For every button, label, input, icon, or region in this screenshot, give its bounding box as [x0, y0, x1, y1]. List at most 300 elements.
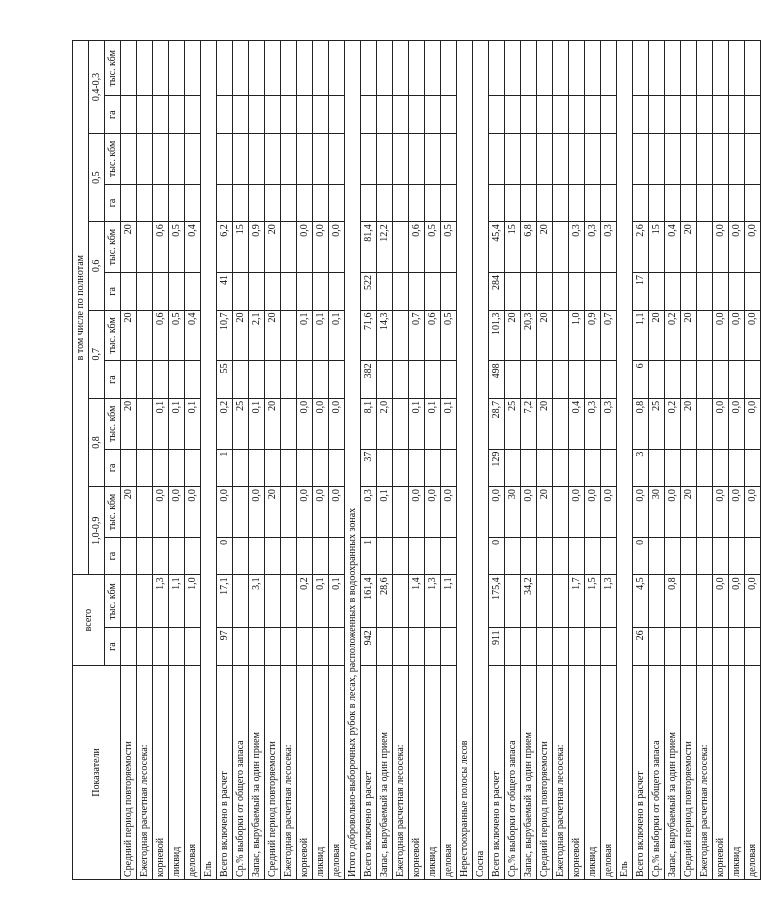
volume-cell — [665, 133, 681, 184]
row-label: корневой — [153, 665, 169, 879]
volume-cell — [537, 133, 553, 184]
area-cell — [697, 537, 713, 575]
area-cell — [153, 184, 169, 222]
volume-cell: 0,0 — [665, 487, 681, 538]
area-cell — [505, 361, 521, 399]
volume-cell: 17,1 — [217, 575, 233, 628]
table-row — [153, 41, 169, 880]
volume-cell: 20 — [265, 222, 281, 273]
area-cell — [137, 449, 153, 487]
area-cell — [329, 96, 345, 134]
volume-cell — [585, 133, 601, 184]
volume-cell: 0,5 — [169, 222, 185, 273]
area-cell — [697, 628, 713, 666]
row-label: Ежегодная расчетная лесосека: — [553, 665, 569, 879]
area-cell: 129 — [489, 449, 505, 487]
area-cell — [297, 537, 313, 575]
volume-cell: 0,7 — [409, 310, 425, 361]
area-cell — [697, 273, 713, 311]
volume-cell: 0,0 — [169, 487, 185, 538]
volume-cell: 20 — [537, 398, 553, 449]
volume-cell — [297, 41, 313, 96]
area-cell — [521, 184, 537, 222]
volume-cell: 20,3 — [521, 310, 537, 361]
section-title: Итого добровольно-выборочных рубок в лесах, расположенных в водоохранных зонах — [345, 41, 361, 880]
volume-cell: 20 — [233, 310, 249, 361]
area-cell — [425, 449, 441, 487]
row-label: деловая — [601, 665, 617, 879]
area-cell: 1 — [361, 537, 377, 575]
volume-cell — [745, 133, 761, 184]
area-cell — [249, 449, 265, 487]
table-row — [537, 41, 553, 880]
volume-cell — [569, 41, 585, 96]
header-vol: тыс. кбм — [105, 41, 121, 96]
area-cell — [569, 96, 585, 134]
table-row — [393, 41, 409, 880]
volume-cell — [137, 398, 153, 449]
volume-cell: 0,0 — [441, 487, 457, 538]
volume-cell: 1,5 — [585, 575, 601, 628]
volume-cell — [681, 41, 697, 96]
area-cell — [409, 361, 425, 399]
volume-cell: 0,2 — [217, 398, 233, 449]
area-cell — [249, 184, 265, 222]
area-cell — [185, 537, 201, 575]
volume-cell — [185, 41, 201, 96]
area-cell — [313, 96, 329, 134]
volume-cell — [377, 41, 393, 96]
header-ha: га — [105, 96, 121, 134]
volume-cell — [393, 41, 409, 96]
volume-cell — [393, 575, 409, 628]
area-cell — [681, 184, 697, 222]
volume-cell: 3,1 — [249, 575, 265, 628]
volume-cell: 0,0 — [601, 487, 617, 538]
area-cell — [505, 449, 521, 487]
area-cell — [169, 628, 185, 666]
volume-cell — [569, 133, 585, 184]
area-cell — [281, 96, 297, 134]
volume-cell: 0,0 — [745, 310, 761, 361]
area-cell — [441, 184, 457, 222]
volume-cell: 0,0 — [729, 398, 745, 449]
area-cell — [425, 628, 441, 666]
volume-cell — [521, 41, 537, 96]
area-cell — [265, 449, 281, 487]
area-cell — [729, 273, 745, 311]
area-cell — [425, 96, 441, 134]
volume-cell — [265, 41, 281, 96]
table-row — [137, 41, 153, 880]
volume-cell: 20 — [505, 310, 521, 361]
area-cell: 498 — [489, 361, 505, 399]
volume-cell: 15 — [233, 222, 249, 273]
volume-cell — [409, 41, 425, 96]
area-cell — [649, 273, 665, 311]
row-label: Всего включено в расчет — [217, 665, 233, 879]
area-cell — [409, 96, 425, 134]
volume-cell — [489, 41, 505, 96]
section-row — [457, 41, 473, 880]
area-cell — [217, 96, 233, 134]
volume-cell: 0,0 — [729, 575, 745, 628]
volume-cell: 0,5 — [441, 310, 457, 361]
area-cell — [313, 537, 329, 575]
area-cell — [265, 273, 281, 311]
area-cell — [393, 96, 409, 134]
area-cell — [137, 96, 153, 134]
volume-cell — [729, 41, 745, 96]
area-cell — [745, 96, 761, 134]
volume-cell: 0,1 — [169, 398, 185, 449]
volume-cell — [713, 41, 729, 96]
header-ha: га — [105, 449, 121, 487]
area-cell — [329, 449, 345, 487]
table-row — [601, 41, 617, 880]
volume-cell: 0,0 — [713, 487, 729, 538]
volume-cell — [249, 41, 265, 96]
volume-cell: 20 — [681, 310, 697, 361]
volume-cell: 1,7 — [569, 575, 585, 628]
area-cell — [569, 449, 585, 487]
volume-cell: 0,0 — [329, 222, 345, 273]
area-cell — [745, 273, 761, 311]
volume-cell — [313, 133, 329, 184]
volume-cell: 0,0 — [409, 487, 425, 538]
area-cell: 942 — [361, 628, 377, 666]
volume-cell: 0,4 — [569, 398, 585, 449]
area-cell: 26 — [633, 628, 649, 666]
row-label: ликвид — [585, 665, 601, 879]
area-cell — [681, 628, 697, 666]
volume-cell — [361, 41, 377, 96]
area-cell — [329, 628, 345, 666]
volume-cell — [537, 41, 553, 96]
area-cell — [153, 537, 169, 575]
volume-cell — [505, 133, 521, 184]
area-cell — [185, 449, 201, 487]
volume-cell: 20 — [265, 487, 281, 538]
area-cell — [745, 184, 761, 222]
area-cell — [745, 449, 761, 487]
volume-cell — [169, 41, 185, 96]
row-label: корневой — [409, 665, 425, 879]
volume-cell — [681, 133, 697, 184]
row-label: Ежегодная расчетная лесосека: — [697, 665, 713, 879]
volume-cell: 0,9 — [585, 310, 601, 361]
header-density: 0,5 — [89, 133, 105, 221]
volume-cell: 0,6 — [153, 222, 169, 273]
area-cell — [281, 361, 297, 399]
header-indicator: Показатели — [73, 665, 121, 879]
volume-cell: 0,1 — [329, 575, 345, 628]
area-cell — [153, 449, 169, 487]
area-cell — [169, 537, 185, 575]
table-row — [265, 41, 281, 880]
area-cell: 522 — [361, 273, 377, 311]
volume-cell — [281, 310, 297, 361]
volume-cell: 0,1 — [441, 398, 457, 449]
area-cell — [185, 273, 201, 311]
volume-cell — [633, 133, 649, 184]
volume-cell: 0,1 — [185, 398, 201, 449]
volume-cell: 0,0 — [313, 398, 329, 449]
volume-cell: 0,0 — [713, 310, 729, 361]
area-cell — [377, 184, 393, 222]
area-cell — [169, 361, 185, 399]
row-label: деловая — [441, 665, 457, 879]
area-cell — [233, 361, 249, 399]
area-cell — [585, 449, 601, 487]
row-label: Средний период повторяемости — [681, 665, 697, 879]
volume-cell: 1,1 — [441, 575, 457, 628]
volume-cell: 2,6 — [633, 222, 649, 273]
area-cell — [569, 361, 585, 399]
area-cell — [185, 96, 201, 134]
area-cell — [681, 449, 697, 487]
area-cell — [137, 361, 153, 399]
area-cell — [553, 361, 569, 399]
volume-cell: 0,1 — [425, 398, 441, 449]
table-row — [681, 41, 697, 880]
area-cell — [537, 449, 553, 487]
volume-cell: 0,0 — [297, 222, 313, 273]
table-row — [441, 41, 457, 880]
table-row — [585, 41, 601, 880]
volume-cell: 0,0 — [585, 487, 601, 538]
area-cell — [281, 273, 297, 311]
volume-cell — [697, 133, 713, 184]
area-cell — [153, 628, 169, 666]
volume-cell: 0,0 — [489, 487, 505, 538]
area-cell — [265, 361, 281, 399]
area-cell — [217, 184, 233, 222]
volume-cell: 0,0 — [713, 575, 729, 628]
area-cell — [233, 184, 249, 222]
area-cell — [377, 449, 393, 487]
volume-cell: 0,0 — [313, 487, 329, 538]
table-row — [377, 41, 393, 880]
row-label: ликвид — [169, 665, 185, 879]
area-cell: 0 — [489, 537, 505, 575]
volume-cell: 0,2 — [665, 398, 681, 449]
section-title: Сосна — [473, 41, 489, 880]
volume-cell: 0,4 — [185, 222, 201, 273]
table-row — [665, 41, 681, 880]
volume-cell — [329, 133, 345, 184]
area-cell — [585, 537, 601, 575]
area-cell — [121, 96, 137, 134]
row-label: Всего включено в расчет — [633, 665, 649, 879]
row-label: Запас, вырубаемый за один прием — [249, 665, 265, 879]
volume-cell: 4,5 — [633, 575, 649, 628]
rotated-table-page — [72, 40, 758, 880]
area-cell — [633, 184, 649, 222]
table-row — [217, 41, 233, 880]
row-label: Ср.% выборки от общего запаса — [649, 665, 665, 879]
volume-cell — [553, 487, 569, 538]
area-cell — [537, 184, 553, 222]
area-cell — [729, 361, 745, 399]
volume-cell — [313, 41, 329, 96]
volume-cell: 10,7 — [217, 310, 233, 361]
header-incl: в том числе по полнотам — [73, 41, 89, 575]
volume-cell — [409, 133, 425, 184]
volume-cell: 45,4 — [489, 222, 505, 273]
table-row — [361, 41, 377, 880]
row-label: Средний период повторяемости — [265, 665, 281, 879]
area-cell — [249, 273, 265, 311]
area-cell — [729, 449, 745, 487]
table-row — [745, 41, 761, 880]
area-cell — [601, 628, 617, 666]
area-cell: 17 — [633, 273, 649, 311]
volume-cell: 0,0 — [217, 487, 233, 538]
volume-cell: 0,8 — [665, 575, 681, 628]
row-label: деловая — [185, 665, 201, 879]
area-cell — [665, 96, 681, 134]
area-cell — [313, 361, 329, 399]
volume-cell — [697, 487, 713, 538]
area-cell — [265, 96, 281, 134]
volume-cell: 0,0 — [745, 222, 761, 273]
area-cell: 1 — [217, 449, 233, 487]
volume-cell — [713, 133, 729, 184]
volume-cell: 0,1 — [409, 398, 425, 449]
volume-cell: 0,0 — [745, 575, 761, 628]
volume-cell — [697, 310, 713, 361]
area-cell — [665, 449, 681, 487]
volume-cell — [745, 41, 761, 96]
volume-cell — [393, 310, 409, 361]
volume-cell: 28,6 — [377, 575, 393, 628]
section-row — [617, 41, 633, 880]
volume-cell: 0,6 — [425, 310, 441, 361]
area-cell — [377, 361, 393, 399]
volume-cell: 0,1 — [297, 310, 313, 361]
volume-cell: 12,2 — [377, 222, 393, 273]
area-cell — [153, 96, 169, 134]
volume-cell: 0,0 — [313, 222, 329, 273]
volume-cell: 101,3 — [489, 310, 505, 361]
volume-cell: 1,4 — [409, 575, 425, 628]
area-cell — [425, 273, 441, 311]
section-row — [345, 41, 361, 880]
header-ha: га — [105, 273, 121, 311]
area-cell — [633, 96, 649, 134]
row-label: Ежегодная расчетная лесосека: — [137, 665, 153, 879]
area-cell — [409, 449, 425, 487]
area-cell — [681, 537, 697, 575]
forest-cut-table — [72, 40, 761, 880]
volume-cell — [697, 41, 713, 96]
volume-cell: 0,0 — [745, 398, 761, 449]
volume-cell: 0,0 — [297, 398, 313, 449]
volume-cell — [649, 41, 665, 96]
table-row — [169, 41, 185, 880]
area-cell — [409, 628, 425, 666]
area-cell — [233, 449, 249, 487]
row-label: Ср.% выборки от общего запаса — [233, 665, 249, 879]
area-cell — [745, 361, 761, 399]
area-cell — [137, 184, 153, 222]
volume-cell: 0,0 — [297, 487, 313, 538]
volume-cell — [233, 487, 249, 538]
area-cell — [233, 273, 249, 311]
area-cell — [553, 628, 569, 666]
volume-cell — [169, 133, 185, 184]
volume-cell: 0,1 — [329, 310, 345, 361]
volume-cell — [553, 575, 569, 628]
volume-cell: 20 — [537, 310, 553, 361]
section-title: Ель — [201, 41, 217, 880]
volume-cell — [281, 133, 297, 184]
area-cell — [697, 184, 713, 222]
area-cell — [313, 628, 329, 666]
volume-cell — [681, 575, 697, 628]
area-cell — [137, 273, 153, 311]
volume-cell — [425, 41, 441, 96]
area-cell — [441, 449, 457, 487]
area-cell — [505, 628, 521, 666]
volume-cell: 1,1 — [633, 310, 649, 361]
volume-cell: 8,1 — [361, 398, 377, 449]
area-cell — [537, 537, 553, 575]
volume-cell — [585, 41, 601, 96]
header-density: 0,6 — [89, 222, 105, 310]
volume-cell: 25 — [505, 398, 521, 449]
area-cell — [393, 628, 409, 666]
area-cell — [537, 96, 553, 134]
volume-cell: 1,0 — [569, 310, 585, 361]
area-cell — [425, 184, 441, 222]
volume-cell — [505, 575, 521, 628]
row-label: Средний период повторяемости — [121, 665, 137, 879]
volume-cell: 34,2 — [521, 575, 537, 628]
area-cell — [697, 449, 713, 487]
row-label: Запас, вырубаемый за один прием — [521, 665, 537, 879]
area-cell — [521, 96, 537, 134]
table-header — [73, 41, 121, 880]
volume-cell — [137, 41, 153, 96]
volume-cell: 1,1 — [169, 575, 185, 628]
area-cell — [281, 628, 297, 666]
area-cell — [329, 537, 345, 575]
table-row — [409, 41, 425, 880]
area-cell — [649, 361, 665, 399]
row-label: деловая — [329, 665, 345, 879]
volume-cell — [553, 222, 569, 273]
area-cell — [713, 273, 729, 311]
row-label: Запас, вырубаемый за один прием — [377, 665, 393, 879]
volume-cell — [265, 575, 281, 628]
area-cell — [393, 273, 409, 311]
area-cell — [233, 628, 249, 666]
area-cell — [713, 96, 729, 134]
area-cell — [297, 96, 313, 134]
area-cell — [585, 273, 601, 311]
volume-cell: 0,0 — [329, 398, 345, 449]
area-cell — [121, 449, 137, 487]
volume-cell: 71,6 — [361, 310, 377, 361]
area-cell — [601, 449, 617, 487]
area-cell — [665, 184, 681, 222]
volume-cell: 28,7 — [489, 398, 505, 449]
volume-cell: 1,3 — [425, 575, 441, 628]
volume-cell — [265, 133, 281, 184]
volume-cell — [393, 398, 409, 449]
